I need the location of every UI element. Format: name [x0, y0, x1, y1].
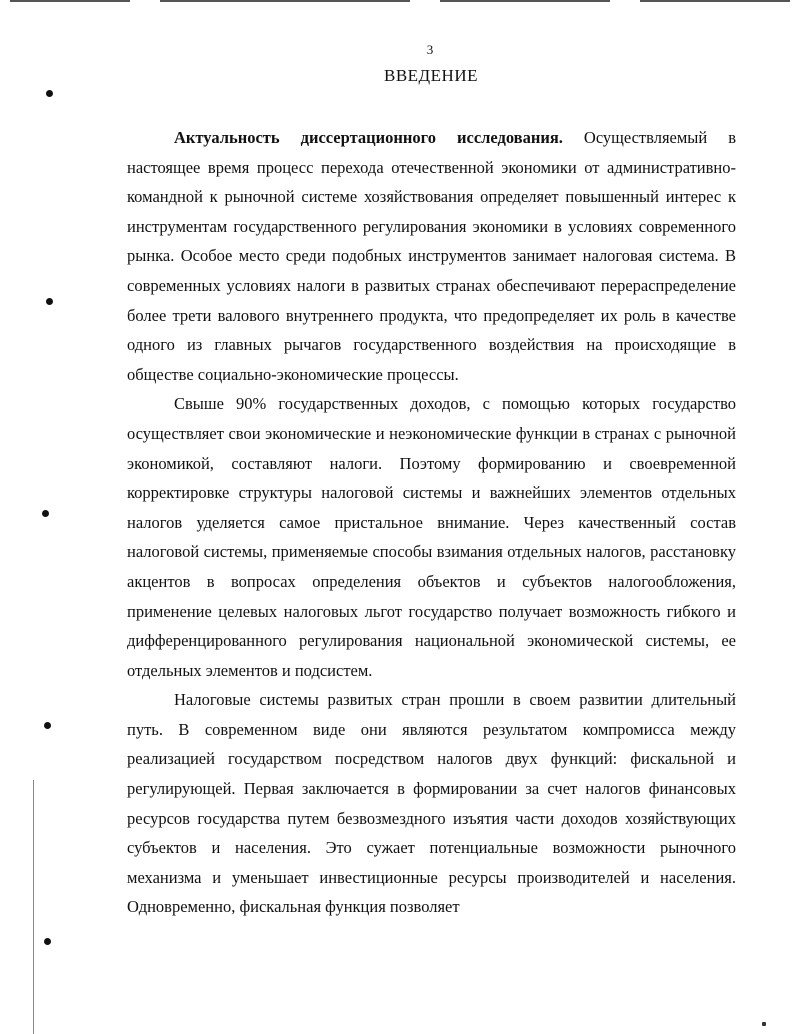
scan-edge-line — [440, 0, 610, 2]
section-heading: ВВЕДЕНИЕ — [384, 66, 478, 85]
paragraph-text: Осуществляемый в настоящее время процесс перехода отечественной экономики от административно-командной к рыночной системе хозяйствования определяет повышенный интерес к инструментам государственного регулирования экономики в условиях современного рынка. Особое место среди подобных инструментов занимает налоговая система. В современных условиях налоги в развитых странах обеспечивают перераспределение более трети валового внутреннего продукта, что предопределяет их роль в качестве одного из главных рычагов государственного воздействия на происходящие в обществе социально-экономические процессы. — [127, 128, 736, 384]
scan-margin-line — [33, 780, 34, 1034]
paragraph-revenues: Свыше 90% государственных доходов, с помощью которых государство осуществляет свои экономические и неэкономические функции в странах с рыночной экономикой, составляют налоги. Поэтому формированию и своевременной корректировке структуры налоговой системы и важнейших элементов отдельных налогов уделяется самое пристальное внимание. Через качественный состав налоговой системы, применяемые способы взимания отдельных налогов, расстановку акцентов в вопросах определения объектов и субъектов налогообложения, применение целевых налоговых льгот государство получает возможность гибкого и дифференцированного регулирования национальной экономической системы, ее отдельных элементов и подсистем. — [127, 394, 736, 680]
scan-edge-line — [640, 0, 790, 2]
page-number: 3 — [426, 42, 434, 57]
scan-speck — [762, 1022, 766, 1026]
binding-hole-mark — [42, 510, 49, 517]
paragraph-relevance — [127, 123, 736, 389]
scan-edge-line — [160, 0, 410, 2]
binding-hole-mark — [44, 722, 51, 729]
body-text — [127, 123, 736, 922]
binding-hole-mark — [44, 938, 51, 945]
binding-hole-mark — [46, 298, 53, 305]
paragraph-tax-systems: Налоговые системы развитых стран прошли в своем развитии длительный путь. В современном виде они являются результатом компромисса между реализацией государством посредством налогов двух функций: фискальной и регулирующей. Первая заключается в формировании за счет налогов финансовых ресурсов государства путем безвозмездного изъятия части доходов хозяйствующих субъектов и населения. Это сужает потенциальные возможности рыночного механизма и уменьшает инвестиционные ресурсы производителей и населения. Одновременно, фискальная функция позволяет — [127, 690, 736, 917]
scan-edge-line — [10, 0, 130, 2]
binding-hole-mark — [46, 90, 53, 97]
paragraph-lead: Актуальность диссертационного исследования. — [174, 128, 563, 147]
